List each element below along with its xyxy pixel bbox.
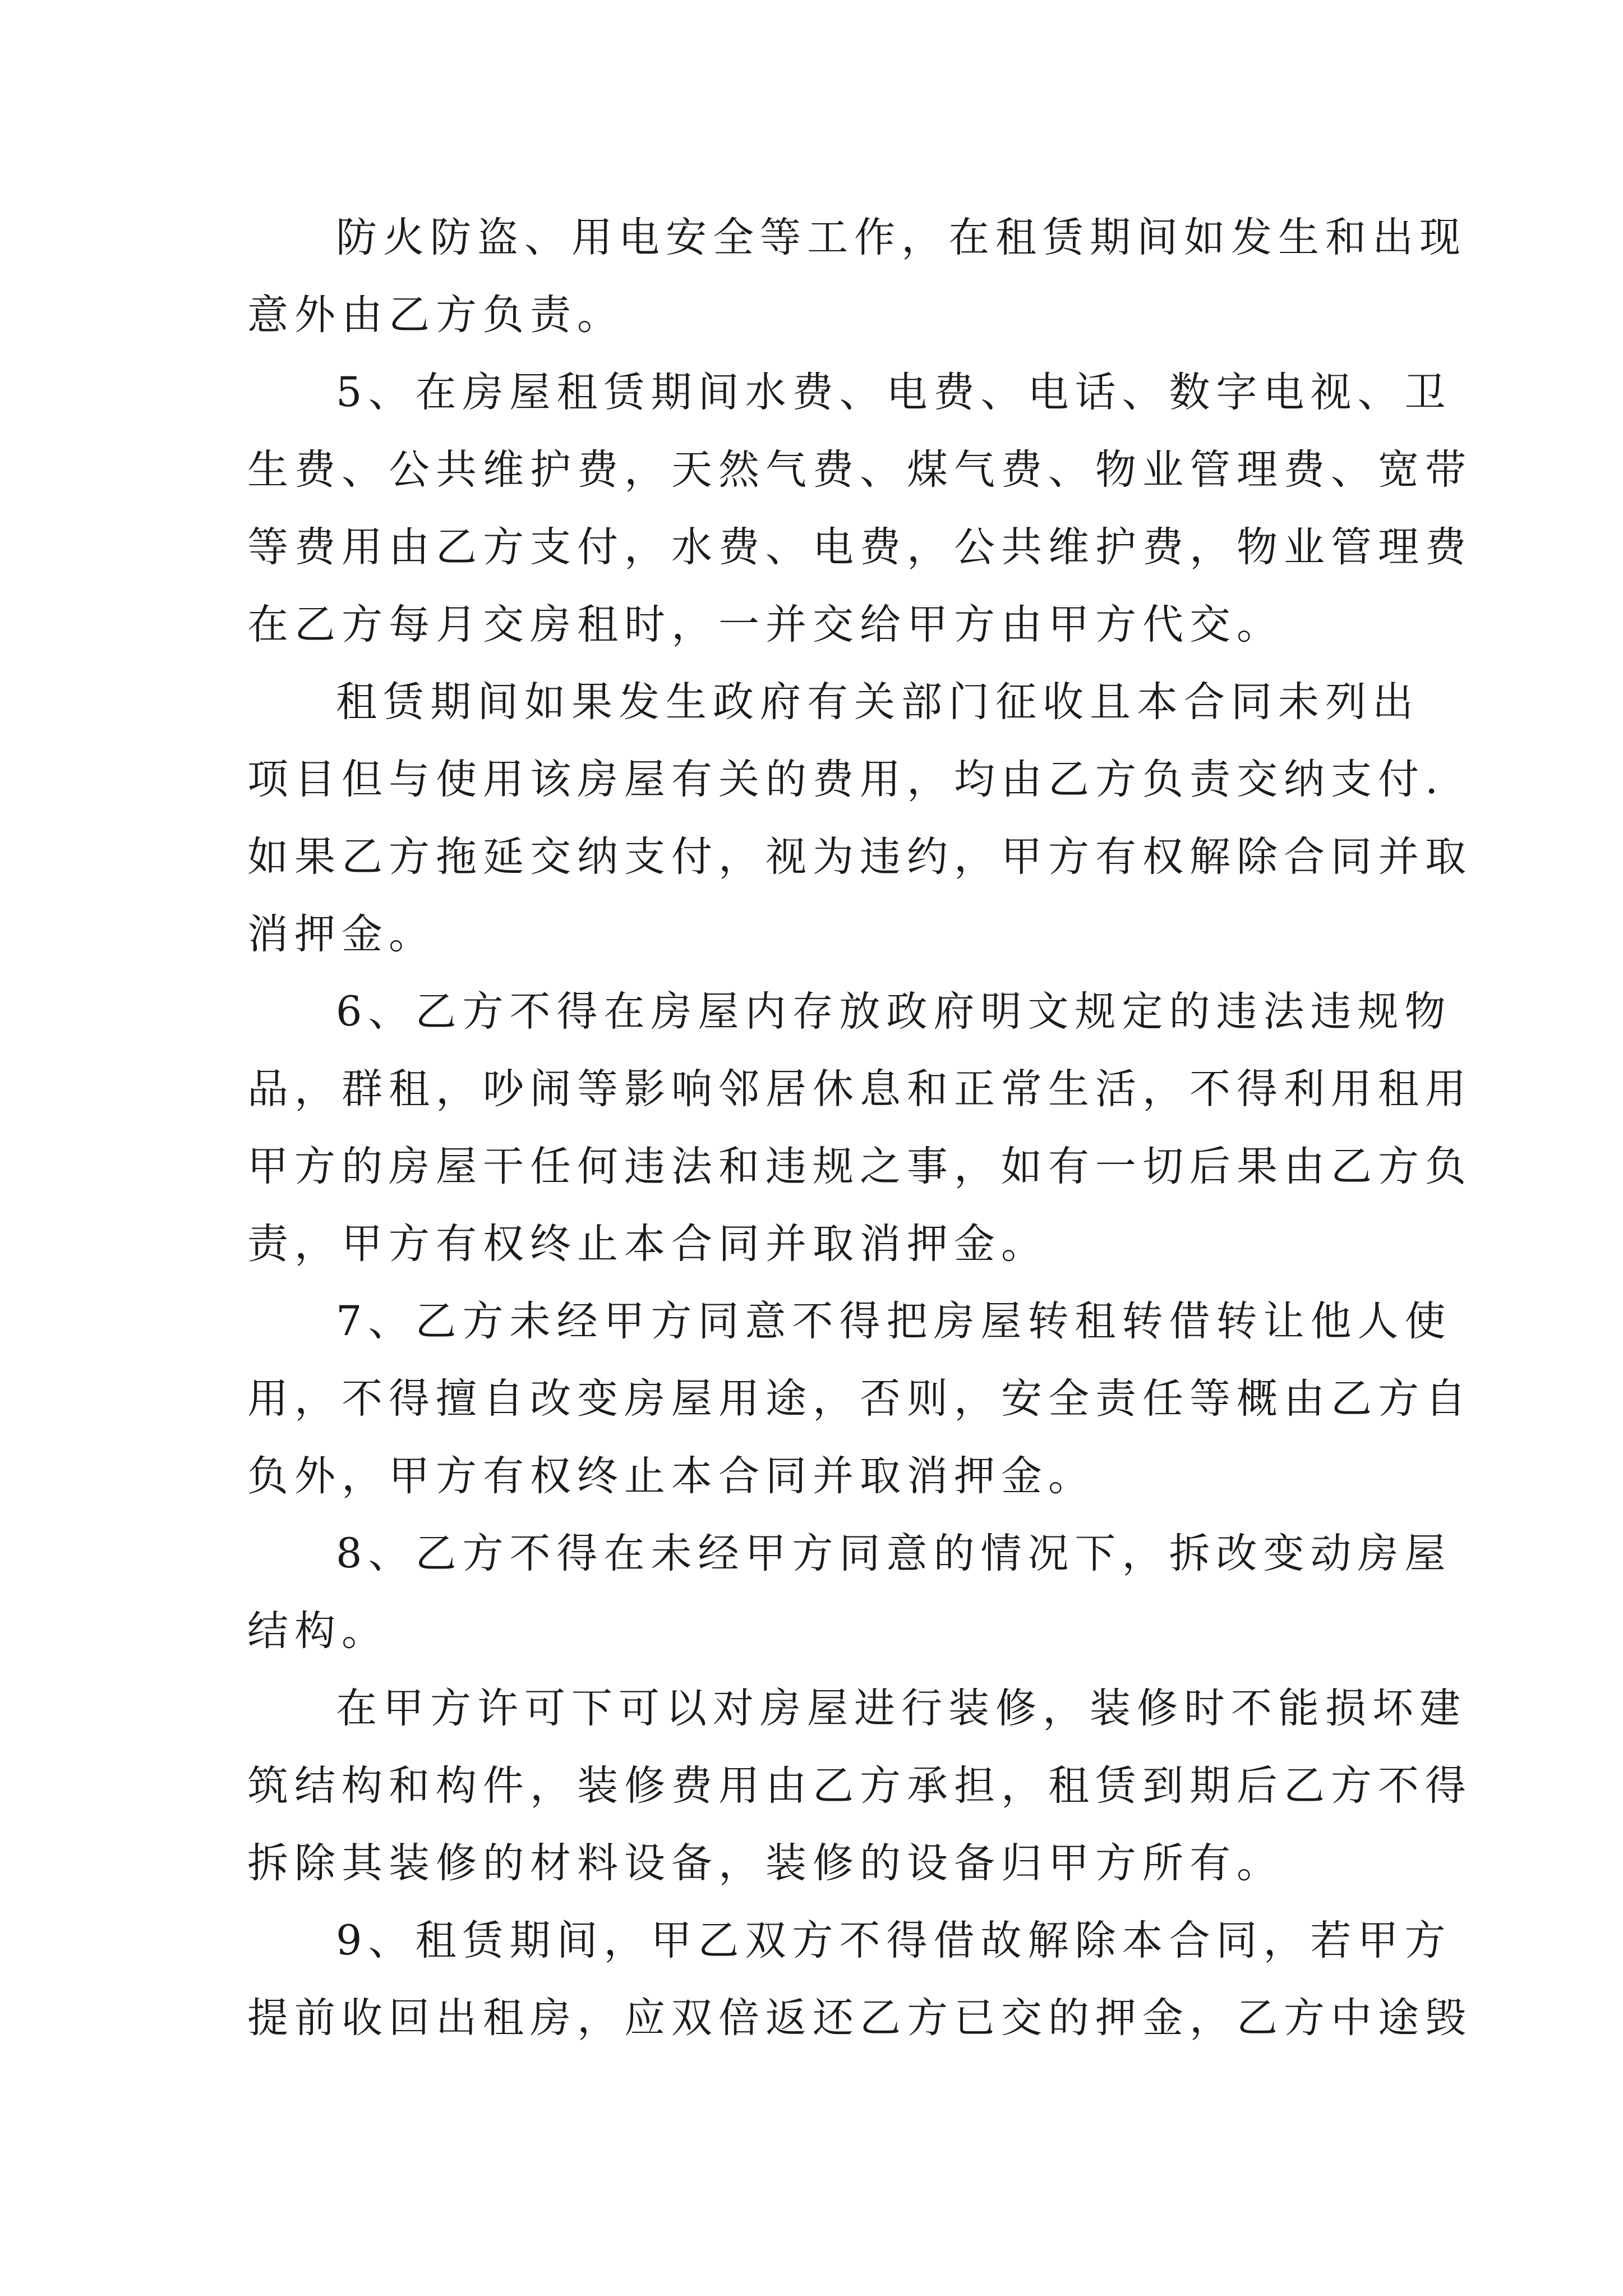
text-line: 筑结构和构件，装修费用由乙方承担，租赁到期后乙方不得 [247,1762,1472,1810]
document-body [247,199,1472,2057]
text-line: 等费用由乙方支付，水费、电费，公共维护费，物业管理费 [247,523,1472,571]
text-line: 负外，甲方有权终止本合同并取消押金。 [247,1452,1095,1500]
paragraph-fire-safety [247,199,1467,354]
text-line: 在甲方许可下可以对房屋进行装修，装修时不能损坏建 [336,1685,1467,1732]
text-line: 意外由乙方负责。 [247,291,624,339]
text-line: 防火防盗、用电安全等工作，在租赁期间如发生和出现 [336,214,1467,261]
paragraph-clause-7 [247,1283,1472,1515]
text-line: 提前收回出租房，应双倍返还乙方已交的押金，乙方中途毁 [247,1994,1472,2042]
text-line: 9、租赁期间，甲乙双方不得借故解除本合同，若甲方 [336,1917,1452,1964]
text-line: 5、在房屋租赁期间水费、电费、电话、数字电视、卫 [336,369,1452,416]
text-line: 6、乙方不得在房屋内存放政府明文规定的违法违规物 [336,988,1452,1036]
text-line: 用，不得擅自改变房屋用途，否则，安全责任等概由乙方自 [247,1375,1472,1423]
text-line: 品，群租，吵闹等影响邻居休息和正常生活，不得利用租用 [247,1065,1472,1113]
paragraph-clause-9 [247,1902,1472,2057]
text-line: 8、乙方不得在未经甲方同意的情况下，拆改变动房屋 [336,1530,1452,1577]
text-line: 结构。 [247,1607,389,1655]
paragraph-renovation [247,1670,1472,1902]
text-line: 租赁期间如果发生政府有关部门征收且本合同未列出 [336,678,1419,726]
paragraph-clause-8 [247,1515,1452,1670]
text-line: 生费、公共维护费，天然气费、煤气费、物业管理费、宽带 [247,446,1472,494]
text-line: 拆除其装修的材料设备，装修的设备归甲方所有。 [247,1839,1284,1887]
text-line: 7、乙方未经甲方同意不得把房屋转租转借转让他人使 [336,1297,1452,1345]
text-line: 消押金。 [247,910,436,958]
text-line: 如果乙方拖延交纳支付，视为违约，甲方有权解除合同并取 [247,833,1472,881]
text-line: 在乙方每月交房租时，一并交给甲方由甲方代交。 [247,601,1284,648]
text-line: 甲方的房屋干任何违法和违规之事，如有一切后果由乙方负 [247,1143,1472,1190]
paragraph-clause-5 [247,354,1472,664]
text-line: 项目但与使用该房屋有关的费用，均由乙方负责交纳支付. [247,756,1445,803]
paragraph-government-fees [247,664,1472,973]
paragraph-clause-6 [247,973,1472,1283]
text-line: 责，甲方有权终止本合同并取消押金。 [247,1220,1048,1268]
